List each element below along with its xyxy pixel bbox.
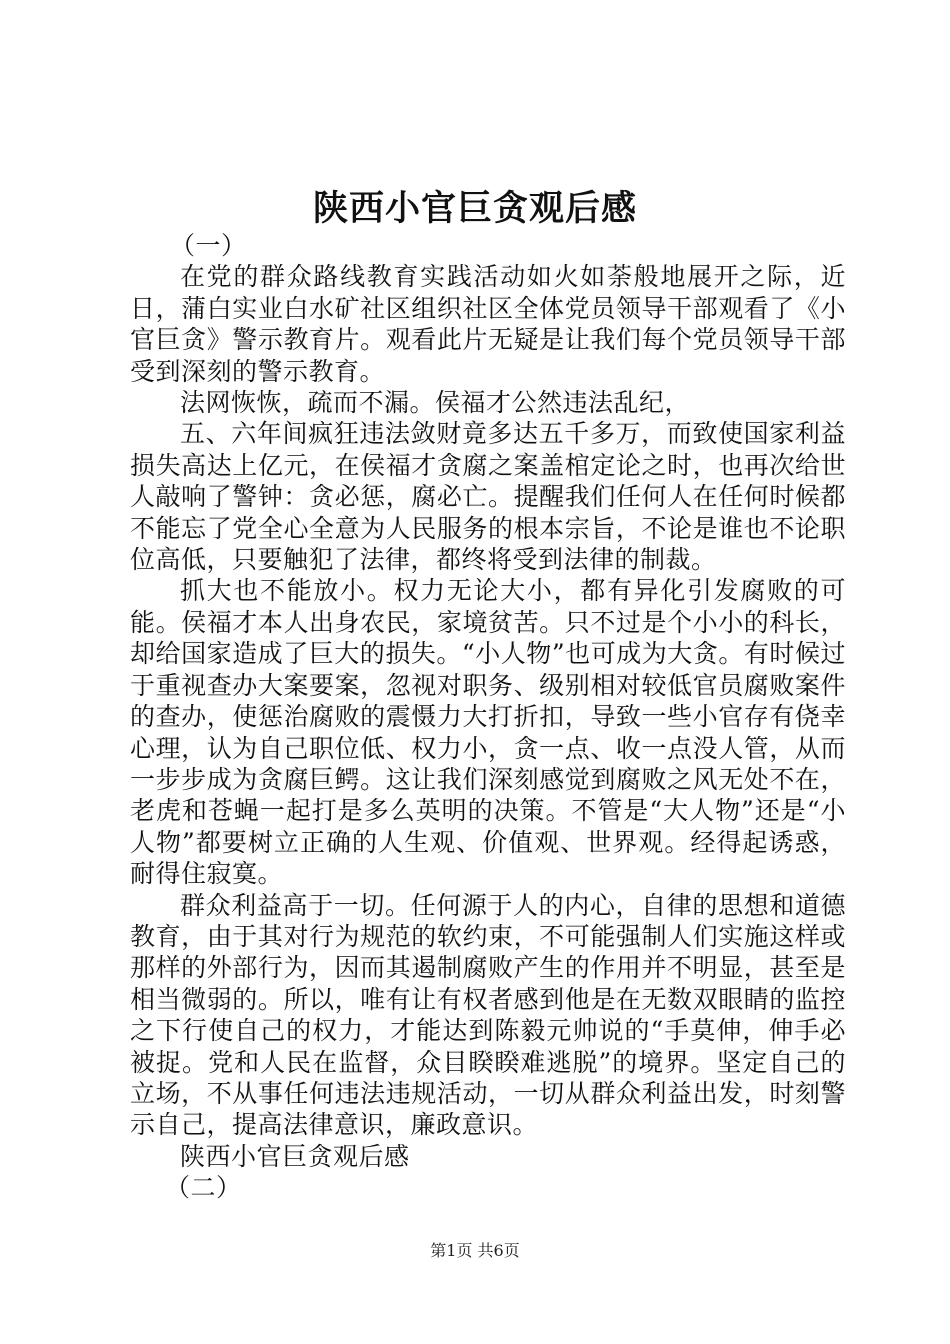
section-marker-one: （一） <box>170 231 247 260</box>
paragraph-amount: 五、六年间疯狂违法敛财竟多达五千多万，而致使国家利益损失高达上亿元，在侯福才贪腐之案盖棺定论之时，也再次给世人敲响了警钟：贪必惩，腐必亡。提醒我们任何人在任何时候都不能忘了党全心全意为人民服务的根本宗旨，不论是谁也不论职位高低，只要触犯了法律，都终将受到法律的制裁。 <box>130 419 846 575</box>
section-marker-two: （二） <box>165 1173 242 1203</box>
document-body <box>130 230 846 1204</box>
paragraph-intro: 在党的群众路线教育实践活动如火如荼般地展开之际，近日，蒲白实业白水矿社区组织社区全体党员领导干部观看了《小官巨贪》警示教育片。观看此片无疑是让我们每个党员领导干部受到深刻的警示教育。 <box>130 262 846 386</box>
document-title: 陕西小官巨贪观后感 <box>312 188 637 229</box>
page-footer: 第1页 共6页 <box>430 1241 520 1260</box>
paragraph-law: 法网恢恢，疏而不漏。侯福才公然违法乱纪， <box>180 388 691 418</box>
paragraph-subtitle-repeat: 陕西小官巨贪观后感 <box>180 1141 410 1171</box>
paragraph-small-officials: 抓大也不能放小。权力无论大小，都有异化引发腐败的可能。侯福才本人出身农民，家境贫苦。只不过是个小小的科长，却给国家造成了巨大的损失。“小人物”也可成为大贪。有时候过于重视查办大案要案，忽视对职务、级别相对较低官员腐败案件的查办，使惩治腐败的震慑力大打折扣，导致一些小官存有侥幸心理，认为自己职位低、权力小，贪一点、收一点没人管，从而一步步成为贪腐巨鳄。这让我们深刻感觉到腐败之风无处不在，老虎和苍蝇一起打是多么英明的决策。不管是“大人物”还是“小人物”都要树立正确的人生观、价值观、世界观。经得起诱惑，耐得住寂寞。 <box>130 576 846 889</box>
paragraph-public-interest: 群众利益高于一切。任何源于人的内心，自律的思想和道德教育，由于其对行为规范的软约束，不可能强制人们实施这样或那样的外部行为，因而其遏制腐败产生的作用并不明显，甚至是相当微弱的。所以，唯有让有权者感到他是在无数双眼睛的监控之下行使自己的权力，才能达到陈毅元帅说的“手莫伸，伸手必被捉。党和人民在监督，众目睽睽难逃脱”的境界。坚定自己的立场，不从事任何违法违规活动，一切从群众利益出发，时刻警示自己，提高法律意识，廉政意识。 <box>130 890 846 1140</box>
